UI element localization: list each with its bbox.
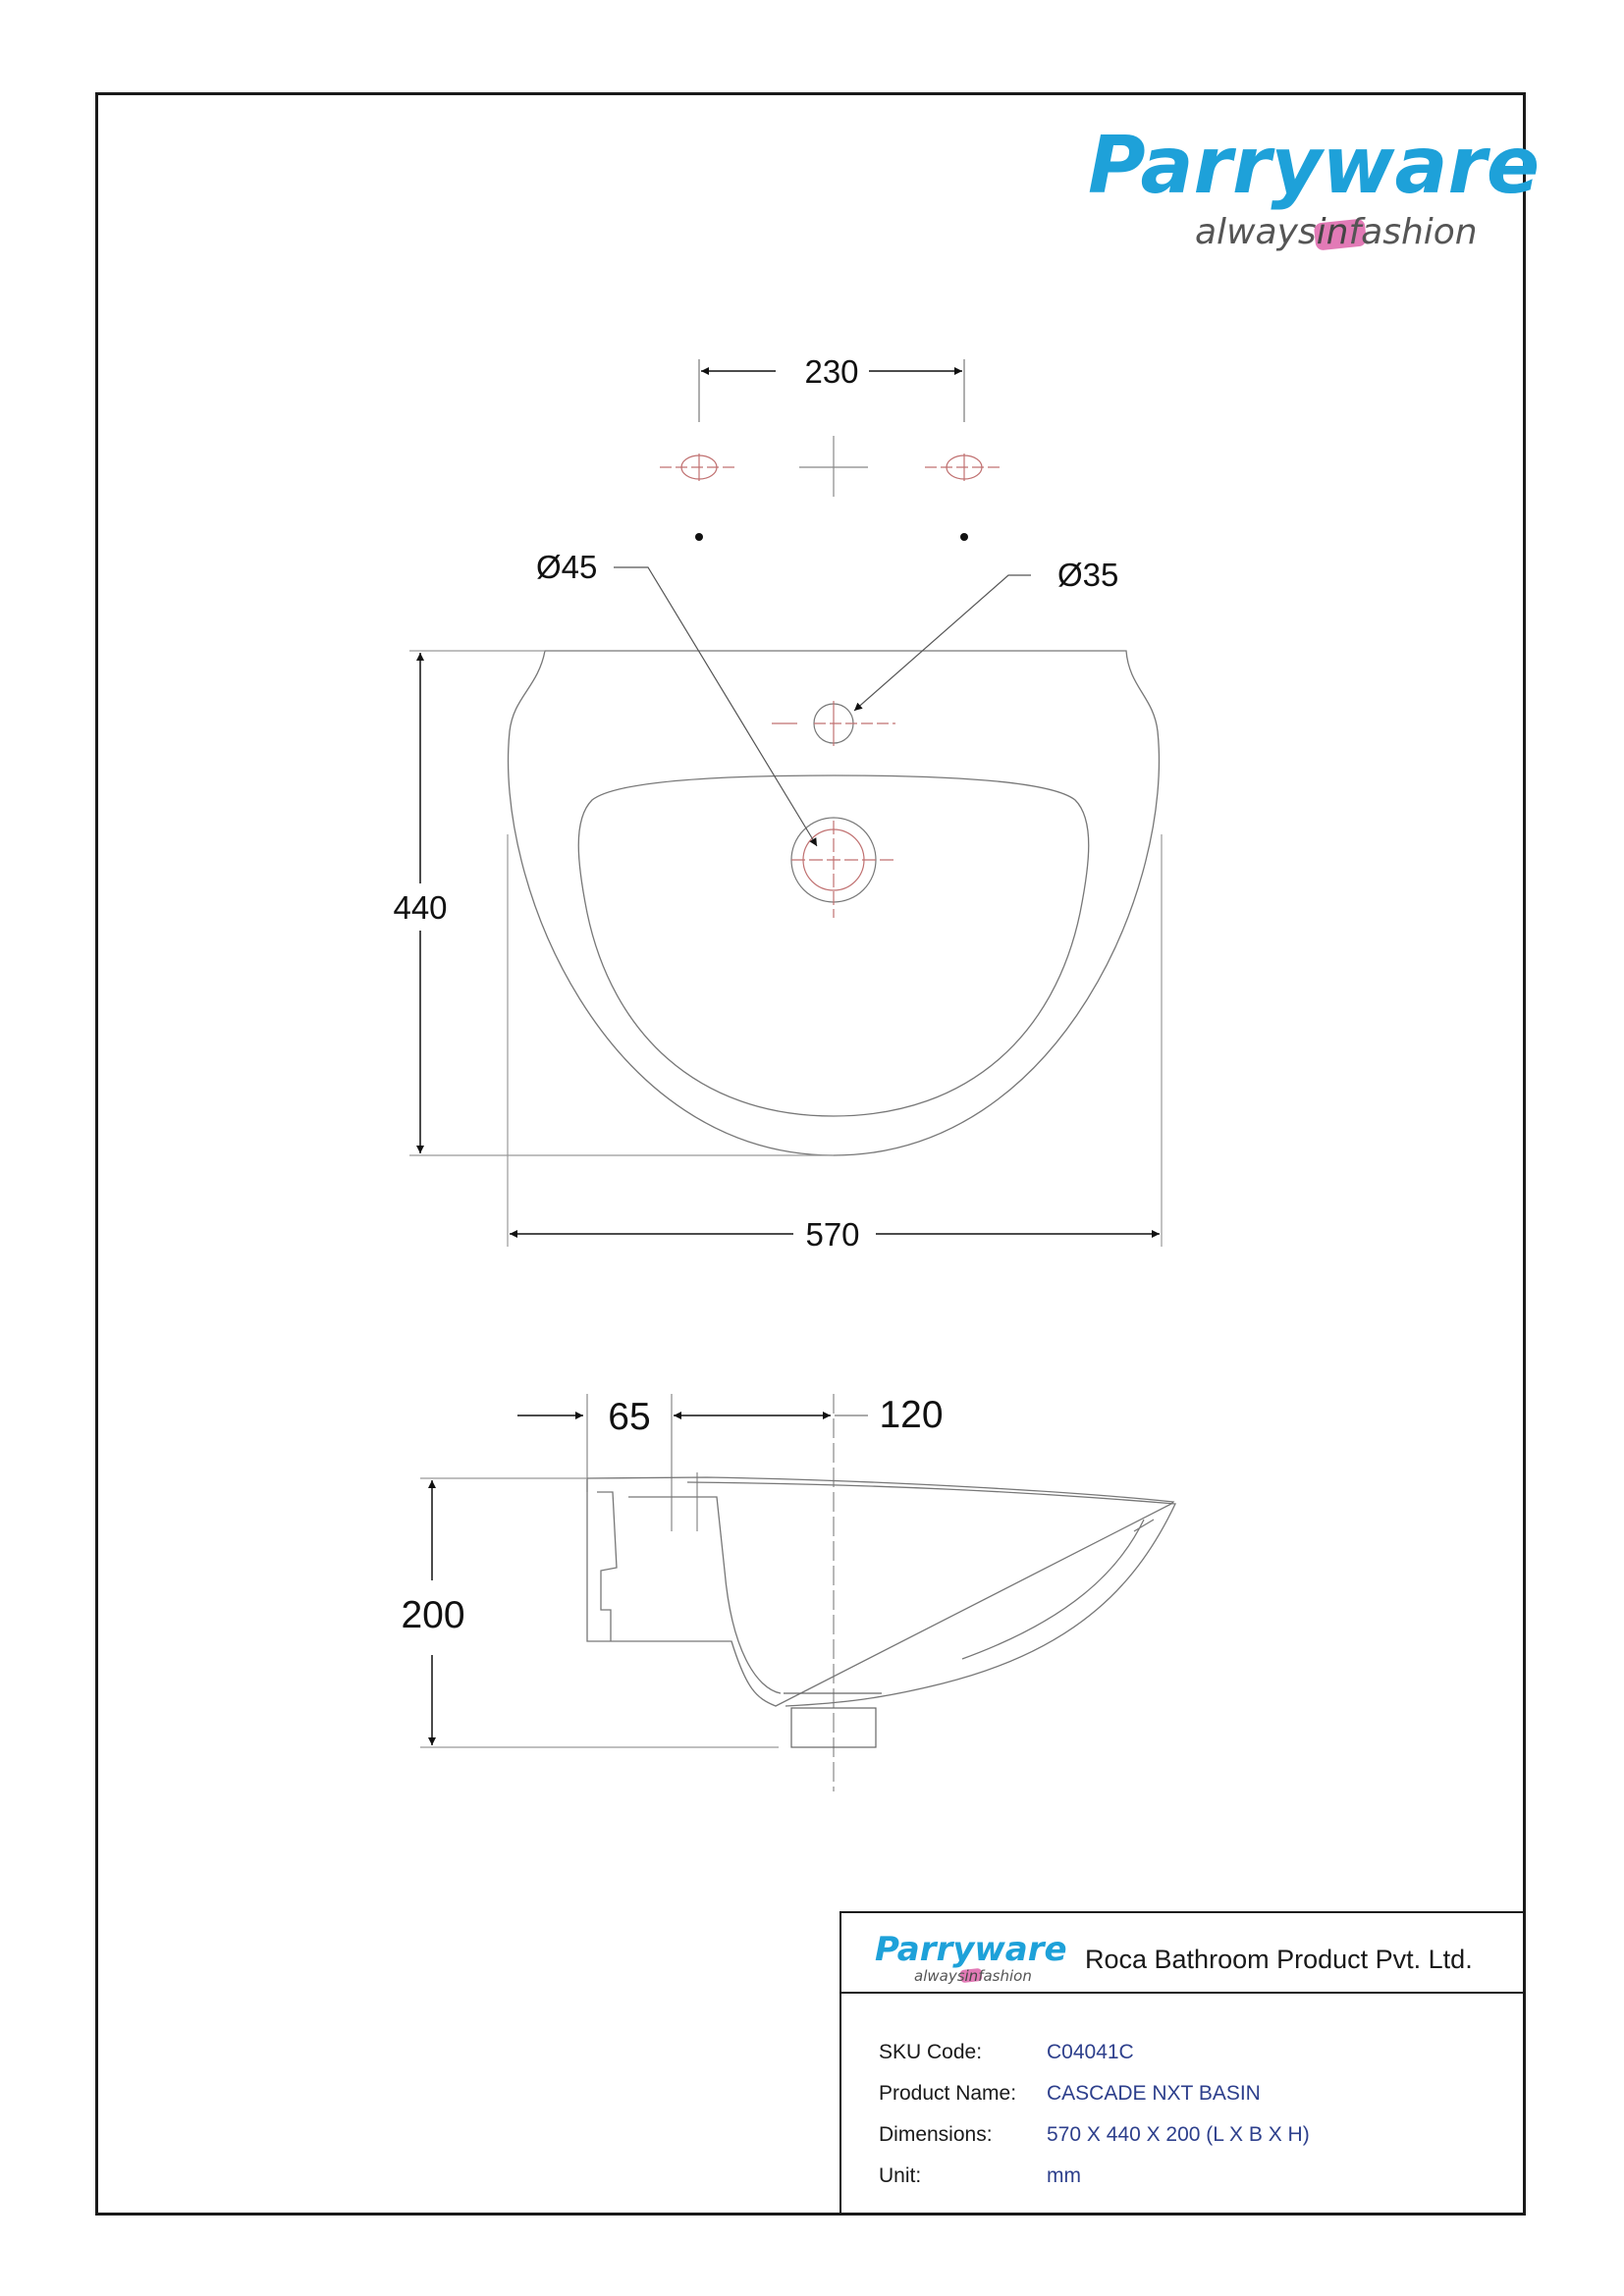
waste-hole (791, 818, 895, 918)
tagline-suffix: fashion (1348, 212, 1478, 252)
height-label: 200 (401, 1594, 465, 1636)
waste-hole-diameter-label: Ø45 (536, 549, 598, 585)
tap-hole-left (660, 454, 738, 541)
brand-logo (1088, 120, 1540, 252)
center-cross (799, 436, 868, 497)
dimensions-label: Dimensions: (879, 2123, 993, 2146)
tap-hole-right (925, 454, 1003, 541)
waste-outlet (784, 1693, 882, 1747)
side-view (420, 1394, 1175, 1791)
waste-hole-leader (614, 567, 817, 846)
title-block-tagline (914, 1967, 1032, 1985)
dimensions-value: 570 X 440 X 200 (L X B X H) (1047, 2123, 1310, 2146)
tap-spacing-label: 230 (804, 353, 859, 390)
company-name: Roca Bathroom Product Pvt. Ltd. (1085, 1945, 1473, 1974)
tagline (1195, 212, 1478, 252)
height-dimension (420, 1478, 779, 1747)
tagline-prefix: always (1195, 212, 1317, 252)
tagline-highlight: in (1316, 212, 1349, 252)
title-block-tagline-suffix: fashion (978, 1967, 1032, 1985)
basin-side-rim (687, 1482, 1175, 1706)
width-dimension (508, 834, 1162, 1247)
sku-label: SKU Code: (879, 2041, 983, 2063)
unit-label: Unit: (879, 2164, 922, 2187)
unit-value: mm (1047, 2164, 1081, 2187)
offset-dimensions (517, 1394, 868, 1791)
title-block-tagline-highlight: in (964, 1967, 979, 1985)
waste-offset-label: 120 (879, 1394, 944, 1436)
depth-label: 440 (393, 889, 448, 926)
product-name-label: Product Name: (879, 2082, 1017, 2105)
wall-offset-label: 65 (608, 1396, 651, 1438)
title-block-header (841, 1913, 1526, 1994)
top-view (409, 359, 1162, 1247)
title-block-brand-name: Parryware (875, 1930, 1067, 1969)
width-label: 570 (805, 1216, 860, 1253)
title-block-logo (875, 1923, 1071, 1992)
depth-dimension (409, 651, 834, 1155)
product-name-value: CASCADE NXT BASIN (1047, 2082, 1261, 2105)
tap-hole (772, 701, 895, 746)
sku-value: C04041C (1047, 2041, 1134, 2063)
title-block (839, 1911, 1526, 2216)
tap-hole-diameter-label: Ø35 (1057, 557, 1119, 593)
title-block-tagline-prefix: always (914, 1967, 965, 1985)
basin-side-inner (597, 1492, 781, 1693)
top-view-labels (393, 353, 1118, 1253)
basin-side-profile (587, 1477, 1173, 1706)
tap-hole-leader (854, 575, 1031, 711)
brand-name: Parryware (1088, 120, 1541, 211)
